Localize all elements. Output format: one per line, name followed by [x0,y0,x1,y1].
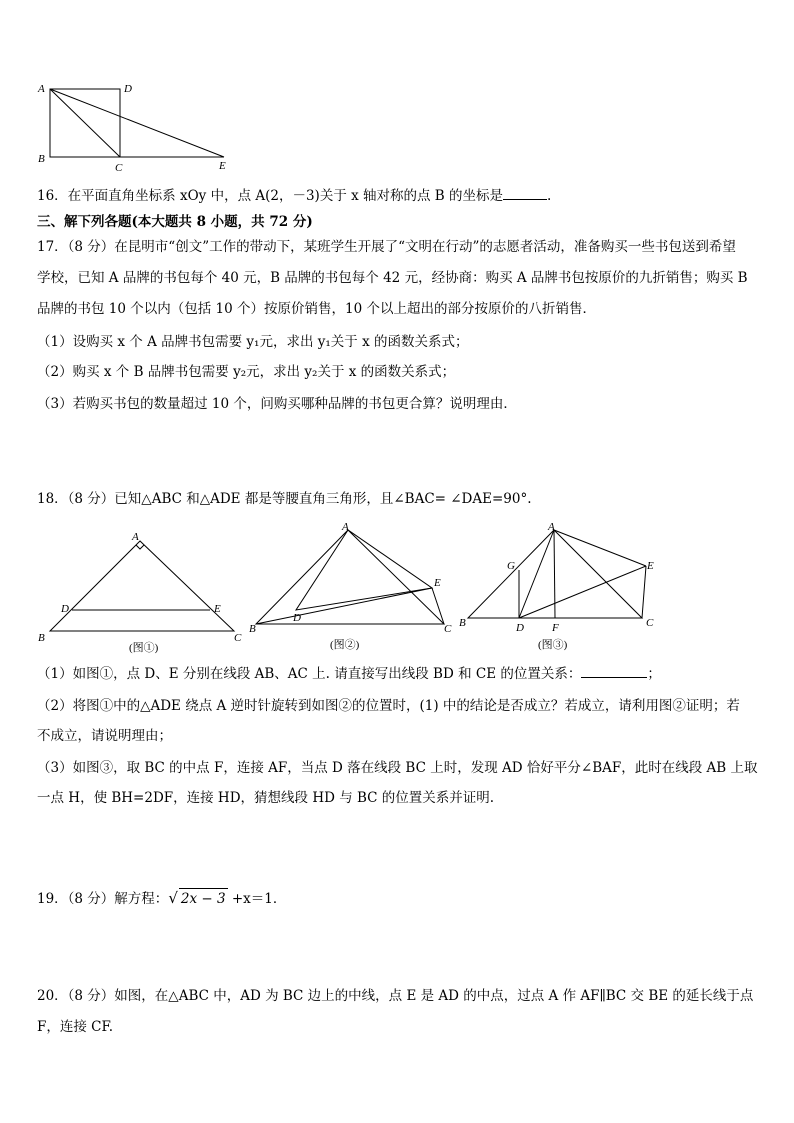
label-c: C [115,162,123,174]
segment-ac [50,89,120,157]
right-angle-mark [136,545,144,549]
question-17-line-1: 17．（8 分）在昆明市“创文”工作的带动下，某班学生开展了“文明在行动”的志愿者活动，准备购买一些书包送到希望 [37,239,736,255]
question-17-sub-1: （1）设购买 x 个 A 品牌书包需要 y₁元，求出 y₁关于 x 的函数关系式； [37,334,469,350]
question-18-sub-2-line-1: （2）将图①中的△ADE 绕点 A 逆时针旋转到如图②的位置时，(1) 中的结论是否成立？若成立，请利用图②证明；若 [37,698,740,714]
triangle-abc [50,541,234,631]
question-18-sub-3-line-2: 一点 H，使 BH=2DF，连接 HD，猜想线段 HD 与 BC 的位置关系并证明. [37,790,495,806]
segment-af [554,530,555,618]
figure-3 [456,518,661,658]
fig2-label-e: E [434,577,441,589]
question-16-end: . [547,188,552,204]
fig1-label-a: A [132,531,139,543]
fig1-label-c: C [234,632,242,644]
fig3-label-f: F [552,622,559,634]
segment-ad [519,530,554,618]
question-17-line-2: 学校，已知 A 品牌的书包每个 40 元，B 品牌的书包每个 42 元，经协商：购买 A 品牌书包按原价的九折销售；购买 B [37,270,748,286]
label-b: B [38,153,45,165]
fig2-label-b: B [249,623,256,635]
fig1-caption: (图①) [129,642,159,654]
fig3-label-a: A [548,521,555,533]
fig2-caption: (图②) [330,639,360,651]
section-heading: 三、解下列各题(本大题共 8 小题，共 72 分) [37,214,313,230]
question-17-sub-2: （2）购买 x 个 B 品牌书包需要 y₂元，求出 y₂关于 x 的函数关系式； [37,364,456,380]
fig1-label-e: E [214,603,221,615]
answer-blank [581,665,647,678]
question-20-line-1: 20．（8 分）如图，在△ABC 中，AD 为 BC 边上的中线，点 E 是 AD 的中点，过点 A 作 AF∥BC 交 BE 的延长线于点 [37,988,754,1004]
label-e: E [219,160,226,172]
fig3-label-e: E [647,560,654,572]
fig3-caption: (图③) [538,639,568,651]
question-16 [37,186,551,206]
question-16-text: 16．在平面直角坐标系 xOy 中，点 A(2，－3)关于 x 轴对称的点 B 的坐标是 [37,188,504,204]
fig1-label-b: B [38,632,45,644]
question-18-sub-2-line-2: 不成立，请说明理由； [37,728,172,744]
question-18-sub-3-line-1: （3）如图③，取 BC 的中点 F，连接 AF，当点 D 落在线段 BC 上时，发现 AD 恰好平分∠BAF，此时在线段 AB 上取 [37,760,758,776]
answer-blank [503,187,547,200]
fig2-label-a: A [342,521,349,533]
fig2-label-d: D [293,612,301,624]
fig2-label-c: C [444,623,452,635]
segment-be [256,588,432,624]
question-18-sub-1-end: ； [647,666,661,682]
question-18-sub-1-text: （1）如图①，点 D、E 分别在线段 AB、AC 上. 请直接写出线段 BD 和 CE 的位置关系： [37,666,582,682]
figure-2 [246,518,461,658]
question-18-sub-1 [37,664,661,684]
figure-1 [34,528,249,658]
fig3-label-d: D [516,622,524,634]
segment-ec [642,566,646,618]
sqrt-sign: √ [168,889,178,907]
label-a: A [38,83,45,95]
question-17-sub-3: （3）若购买书包的数量超过 10 个，问购买哪种品牌的书包更合算？说明理由． [37,396,517,412]
segment-de [519,566,646,618]
question-19 [37,888,286,909]
question-19-suffix: +x＝1． [227,891,287,907]
fig1-label-d: D [61,603,69,615]
triangle-ade [296,530,432,610]
question-18-intro: 18．（8 分）已知△ABC 和△ADE 都是等腰直角三角形，且∠BAC= ∠DAE=90°. [37,491,532,507]
fig3-label-g: G [507,560,515,572]
question-17-line-3: 品牌的书包 10 个以内（包括 10 个）按原价销售，10 个以上超出的部分按原价的八折销售． [37,301,596,317]
segment-ae [50,89,224,157]
segment-ae [554,530,646,566]
figure-square-abcd [36,80,236,175]
fig3-label-c: C [646,617,654,629]
radicand: 2x − 3 [179,888,228,909]
question-19-prefix: 19．（8 分）解方程： [37,891,169,907]
question-20-line-2: F，连接 CF. [37,1019,114,1035]
label-d: D [124,83,132,95]
fig3-label-b: B [459,617,466,629]
